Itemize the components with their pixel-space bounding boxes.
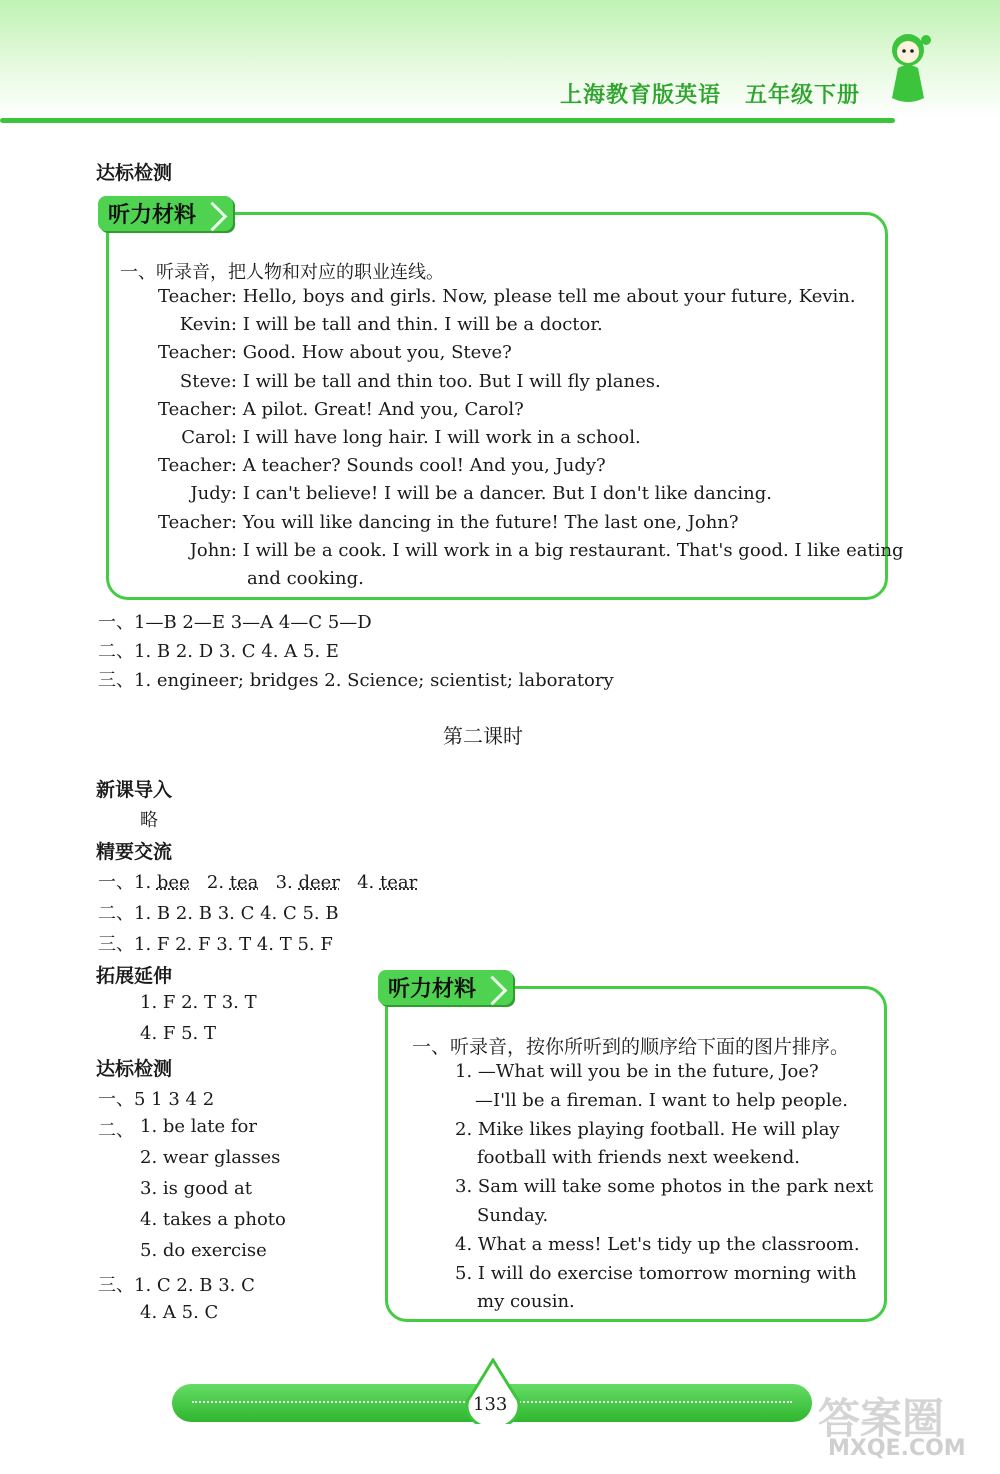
- underlined-word: deer: [298, 872, 340, 893]
- answer-line: 一、1—B 2—E 3—A 4—C 5—D: [98, 612, 372, 633]
- listening-tab-2: [378, 970, 513, 1005]
- answer-line: [98, 868, 417, 894]
- dialogue-line: [92, 483, 904, 511]
- arrow-icon: [198, 201, 228, 231]
- script-line: 5. I will do exercise tomorrow morning with: [455, 1262, 857, 1284]
- dialogue-line: and cooking.: [247, 567, 364, 589]
- answer-line: 4. takes a photo: [140, 1209, 286, 1230]
- script-line: 3. Sam will take some photos in the park next: [455, 1176, 874, 1198]
- speaker: Teacher:: [158, 511, 237, 533]
- speaker: Teacher:: [158, 342, 237, 364]
- utterance: Hello, boys and girls. Now, please tell me about your future, Kevin.: [242, 286, 856, 307]
- speaker: Kevin:: [179, 314, 237, 336]
- dialogue-line: [92, 512, 904, 540]
- speaker: Teacher:: [158, 286, 237, 307]
- script-line: Sunday.: [477, 1204, 549, 1226]
- dialogue-line: [92, 540, 904, 568]
- dialogue-line: [92, 371, 904, 399]
- answer-line: 2. wear glasses: [140, 1147, 281, 1168]
- dialogue-line: [92, 286, 904, 314]
- script-line: —I'll be a fireman. I want to help people.: [475, 1089, 848, 1111]
- underlined-word: tear: [379, 872, 418, 893]
- answer-list: [140, 1116, 286, 1271]
- lesson-title: 第二课时: [443, 724, 523, 748]
- underlined-word: bee: [156, 872, 190, 893]
- answer-num: 4.: [339, 872, 380, 893]
- answer-prefix: 二、: [98, 1120, 134, 1141]
- answer-line: 二、1. B 2. D 3. C 4. A 5. E: [98, 641, 339, 662]
- speaker: Judy:: [190, 483, 237, 505]
- utterance: I will be tall and thin. I will be a doctor.: [242, 314, 603, 336]
- answer-line: 二、1. B 2. B 3. C 4. C 5. B: [98, 903, 339, 924]
- dialogue-line: [92, 342, 904, 370]
- answer-num: 3.: [258, 872, 299, 893]
- dialogue-line: [92, 399, 904, 427]
- speaker: Carol:: [181, 426, 237, 448]
- page-number: 133: [473, 1394, 508, 1415]
- section-heading: 新课导入: [96, 779, 173, 801]
- section-heading: 拓展延伸: [96, 965, 173, 987]
- book-title: 上海教育版英语: [559, 83, 721, 108]
- dialogue: [92, 286, 904, 596]
- listening-instruction: 一、听录音，按你所听到的顺序给下面的图片排序。: [412, 1036, 850, 1058]
- arrow-icon: [478, 975, 508, 1005]
- answers-block: [98, 608, 614, 695]
- utterance: You will like dancing in the future! The last one, John?: [242, 511, 739, 533]
- answer-line: 三、1. C 2. B 3. C: [98, 1275, 255, 1296]
- dialogue-line: [92, 455, 904, 483]
- book-header: [560, 78, 860, 109]
- speaker: Teacher:: [158, 398, 237, 420]
- speaker: Steve:: [179, 370, 237, 392]
- answer-line: 4. F 5. T: [140, 1023, 217, 1044]
- script-line: my cousin.: [477, 1291, 575, 1313]
- answer-line: 3. is good at: [140, 1178, 253, 1199]
- answer-line: 1. be late for: [140, 1116, 257, 1137]
- answer-num: 1.: [134, 872, 157, 893]
- section-heading: 达标检测: [96, 1058, 173, 1080]
- answer-line: 一、5 1 3 4 2: [98, 1089, 215, 1110]
- listening-tab-label: 听力材料: [108, 203, 197, 228]
- script-line: 4. What a mess! Let's tidy up the classroom.: [455, 1233, 860, 1255]
- listening-instruction: 一、听录音，把人物和对应的职业连线。: [120, 262, 444, 283]
- dialogue-line: [92, 314, 904, 342]
- answer-line: 三、1. F 2. F 3. T 4. T 5. F: [98, 934, 333, 955]
- script-line: football with friends next weekend.: [477, 1147, 800, 1169]
- utterance: I can't believe! I will be a dancer. But I don't like dancing.: [242, 483, 773, 505]
- speaker: John:: [189, 539, 237, 561]
- answer-line: 三、1. engineer; bridges 2. Science; scientist; laboratory: [98, 670, 614, 691]
- speaker: Teacher:: [158, 455, 237, 477]
- grade-label: 五年级下册: [744, 83, 860, 108]
- utterance: I will be a cook. I will work in a big restaurant. That's good. I like eating: [242, 539, 904, 561]
- listening-tab-label: 听力材料: [388, 977, 477, 1002]
- new-content: 略: [140, 810, 158, 831]
- watermark-url: MXQE.COM: [828, 1436, 966, 1461]
- utterance: A pilot. Great! And you, Carol?: [242, 398, 524, 420]
- script-line: 1. —What will you be in the future, Joe?: [455, 1061, 819, 1082]
- listening-tab: [98, 196, 233, 231]
- watermark-logo: 答案圈: [818, 1394, 945, 1443]
- utterance: I will have long hair. I will work in a school.: [242, 426, 641, 448]
- utterance: I will be tall and thin too. But I will fly planes.: [242, 370, 661, 392]
- utterance: A teacher? Sounds cool! And you, Judy?: [242, 455, 606, 477]
- answer-num: 2.: [189, 872, 230, 893]
- utterance: Good. How about you, Steve?: [242, 342, 512, 364]
- answer-line: 1. F 2. T 3. T: [140, 992, 257, 1013]
- listening-script: [455, 1061, 873, 1320]
- underlined-word: tea: [229, 872, 259, 893]
- answer-line: 4. A 5. C: [140, 1302, 219, 1323]
- dialogue-line: [92, 427, 904, 455]
- header-rule: [0, 118, 895, 123]
- answer-line: 5. do exercise: [140, 1240, 267, 1261]
- script-line: 2. Mike likes playing football. He will play: [455, 1118, 840, 1140]
- answer-prefix: 一、: [98, 872, 134, 893]
- section-heading: 达标检测: [96, 162, 173, 184]
- section-heading: 精要交流: [96, 841, 173, 863]
- mascot-icon: [880, 28, 940, 110]
